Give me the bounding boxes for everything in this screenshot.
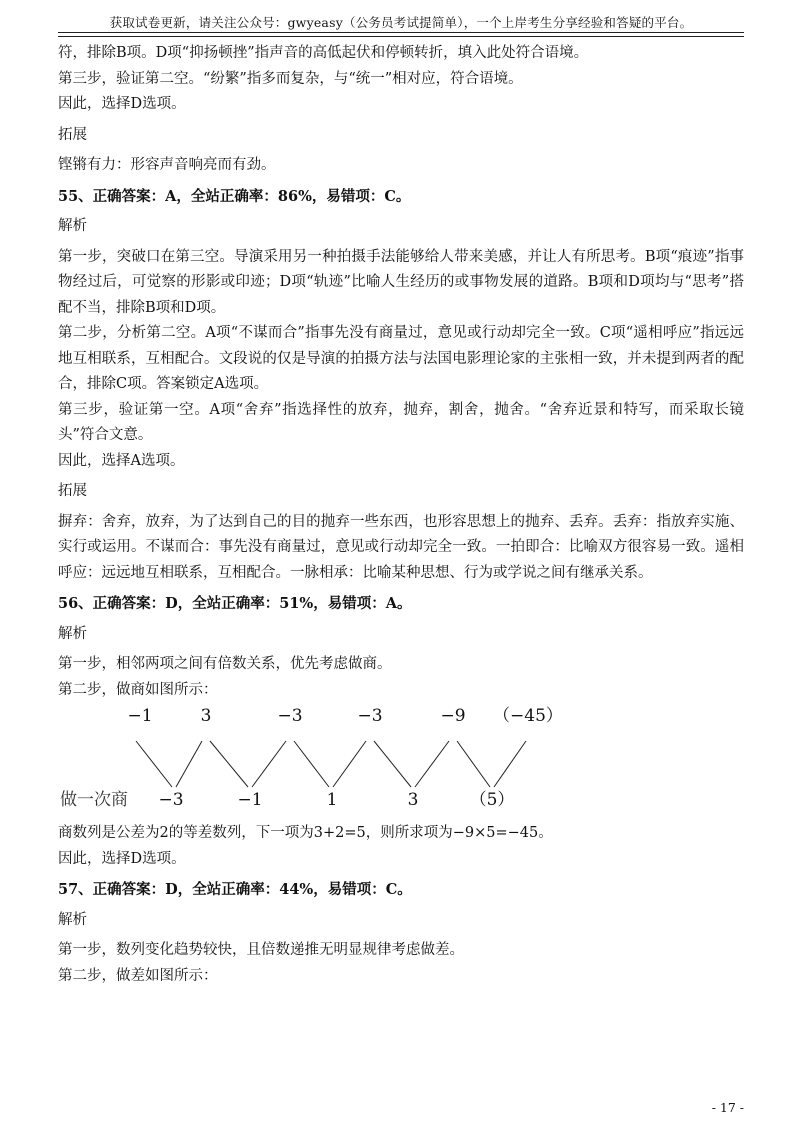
paragraph: 第一步，相邻两项之间有倍数关系，优先考虑做商。	[58, 656, 392, 672]
quotient-5: （5）	[469, 790, 515, 810]
paragraph: 第二步，做差如图所示：	[58, 967, 218, 984]
top-term-2: 3	[200, 706, 212, 726]
top-term-6: （−45）	[493, 706, 563, 726]
page-header: 获取试卷更新，请关注公众号：gwyeasy（公务员考试提简单），一个上岸考生分享经验和答疑的平台。	[109, 15, 693, 30]
paragraph: 第一步，突破口在第三空。导演采用另一种拍摄手法能够给人带来美感，并让人有所思考。B项“痕迹”指事物经过后，可觉察的形影或印迹；D项“轨迹”比喻人生经历的或事物发展的道路。B项和D项均与“思考”搭配不当，排除B项和D项。	[58, 248, 744, 316]
quotient-3: 1	[326, 790, 338, 810]
page-content	[58, 41, 744, 989]
paragraph: 铿锵有力：形容声音响亮而有劲。	[58, 157, 276, 173]
paragraph: 因此，选择A选项。	[58, 452, 185, 469]
page-number: - 17 -	[711, 1100, 744, 1115]
top-term-5: −9	[440, 706, 466, 726]
section-label: 拓展	[58, 126, 87, 143]
paragraph: 第三步，验证第一空。A项“舍弃”指选择性的放弃，抛弃，割舍，抛舍。“舍弃近景和特写，而采取长镜头”符合文意。	[58, 401, 744, 443]
quotient-1: −3	[158, 790, 184, 810]
top-term-4: −3	[357, 706, 383, 726]
header-rule-thick	[58, 32, 744, 33]
section-label: 解析	[58, 625, 87, 642]
diagram-label: 做一次商	[60, 790, 128, 810]
paragraph: 符，排除B项。D项“抑扬顿挫”指声音的高低起伏和停顿转折，填入此处符合语境。	[58, 45, 589, 61]
section-label: 解析	[58, 911, 87, 928]
section-label: 解析	[58, 218, 87, 234]
answer-heading-55: 55、正确答案：A，全站正确率：86%，易错项：C。	[58, 187, 411, 205]
paragraph: 第三步，验证第二空。“纷繁”指多而复杂，与“统一”相对应，符合语境。	[58, 70, 523, 87]
paragraph: 因此，选择D选项。	[58, 850, 186, 867]
paragraph: 第二步，做商如图所示：	[58, 681, 218, 698]
quotient-4: 3	[407, 790, 419, 810]
paragraph: 第二步，分析第二空。A项“不谋而合”指事先没有商量过，意见或行动却完全一致。C项“遥相呼应”指远远地互相联系，互相配合。文段说的仅是导演的拍摄方法与法国电影理论家的主张相一致，并未提到两者的配合，排除C项。答案锁定A选项。	[58, 325, 744, 392]
header-rule-thin	[58, 36, 744, 37]
top-term-3: −3	[277, 706, 303, 726]
connector-lines	[136, 741, 526, 787]
paragraph: 摒弃：舍弃，放弃，为了达到自己的目的抛弃一些东西，也形容思想上的抛弃、丢弃。丢弃：指放弃实施、实行或运用。不谋而合：事先没有商量过，意见或行动却完全一致。一拍即合：比喻双方很容易一致。遥相呼应：远远地互相联系，互相配合。一脉相承：比喻某种思想、行为或学说之间有继承关系。	[58, 513, 744, 581]
quotient-diagram	[58, 703, 744, 821]
answer-heading-56: 56、正确答案：D，全站正确率：51%，易错项：A。	[58, 595, 412, 612]
section-label: 拓展	[58, 483, 87, 499]
paragraph: 第一步，数列变化趋势较快，且倍数递推无明显规律考虑做差。	[58, 942, 464, 958]
paragraph: 商数列是公差为2的等差数列，下一项为3+2=5，则所求项为−9×5=−45。	[58, 825, 553, 841]
answer-heading-57: 57、正确答案：D，全站正确率：44%，易错项：C。	[58, 881, 412, 898]
quotient-2: −1	[237, 790, 263, 810]
paragraph: 因此，选择D选项。	[58, 96, 186, 112]
top-term-1: −1	[127, 706, 153, 726]
